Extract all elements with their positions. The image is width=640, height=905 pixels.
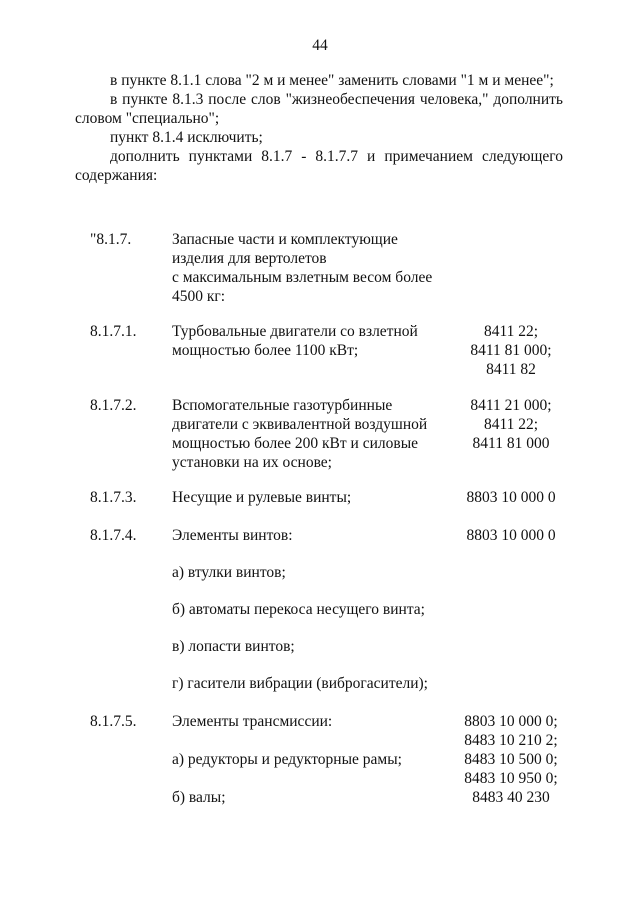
- entry-description: [172, 396, 427, 472]
- intro-block: [75, 71, 563, 185]
- sub-item: а) втулки винтов;: [172, 564, 286, 581]
- entry-code-line: 8803 10 000 0: [466, 527, 556, 544]
- entry-number: "8.1.7.: [90, 231, 132, 248]
- entry-code-line: 8483 40 230: [472, 789, 550, 806]
- sub-item: в) лопасти винтов;: [172, 638, 295, 655]
- page-number: 44: [312, 37, 328, 54]
- entry-description-line: Несущие и рулевые винты;: [172, 489, 352, 506]
- entry-description-line: Запасные части и комплектующие: [172, 231, 398, 248]
- entry-code: [452, 488, 570, 507]
- entry-number: 8.1.7.1.: [90, 323, 137, 340]
- entry-description: [172, 230, 432, 306]
- entry-code-line: 8411 22;: [483, 323, 539, 340]
- entry-description-line: а) редукторы и редукторные рамы;: [172, 751, 402, 768]
- intro-paragraph-4: дополнить пунктами 8.1.7 - 8.1.7.7 и примечанием следующего содержания:: [75, 148, 563, 184]
- entry-code-line: 8411 21 000;: [470, 397, 552, 414]
- entry-code: [452, 322, 570, 379]
- entry-code-line: 8803 10 000 0;: [464, 713, 558, 730]
- entry-code: [452, 526, 570, 545]
- entry-description-line: Вспомогательные газотурбинные: [172, 397, 393, 414]
- entry-description-line: установки на их основе;: [172, 454, 332, 471]
- intro-paragraph-1: в пункте 8.1.1 слова "2 м и менее" заменить словами "1 м и менее";: [110, 72, 554, 89]
- entry-code-line: 8483 10 950 0;: [464, 770, 558, 787]
- entry-description-line: изделия для вертолетов: [172, 250, 327, 267]
- entry-number: 8.1.7.5.: [90, 713, 137, 730]
- entry-description: [172, 712, 402, 807]
- entry-description-line: Элементы трансмиссии:: [172, 713, 333, 730]
- entry-code-line: 8483 10 500 0;: [464, 751, 558, 768]
- entry-description-line: [172, 769, 402, 788]
- entry-description-line: с максимальным взлетным весом более: [172, 269, 433, 286]
- entry-description-line: 4500 кг:: [172, 288, 226, 305]
- entry-description-line: б) валы;: [172, 789, 226, 806]
- entry-description-line: Турбовальные двигатели со взлетной: [172, 323, 418, 340]
- intro-paragraph-2: в пункте 8.1.3 после слов "жизнеобеспечения человека," дополнить словом "специально";: [75, 91, 563, 127]
- entry-description: [172, 488, 351, 507]
- entry-description-line: мощностью более 1100 кВт;: [172, 342, 359, 359]
- entry-code-line: 8411 81 000;: [470, 342, 552, 359]
- entry-number: 8.1.7.2.: [90, 397, 137, 414]
- entry-code: [452, 396, 570, 453]
- entry-number: 8.1.7.3.: [90, 489, 137, 506]
- entry-code: [452, 712, 570, 807]
- entry-description-line: [172, 731, 402, 750]
- entry-description: [172, 526, 293, 545]
- entry-number: 8.1.7.4.: [90, 527, 137, 544]
- sub-item: г) гасители вибрации (виброгасители);: [172, 675, 428, 692]
- entry-description: [172, 322, 418, 360]
- entry-description-line: мощностью более 200 кВт и силовые: [172, 435, 418, 452]
- sub-item: б) автоматы перекоса несущего винта;: [172, 601, 425, 618]
- entry-code-line: 8411 81 000: [472, 435, 550, 452]
- intro-paragraph-3: пункт 8.1.4 исключить;: [110, 129, 263, 146]
- entry-code-line: 8411 82: [486, 361, 536, 378]
- entry-description-line: Элементы винтов:: [172, 527, 293, 544]
- entry-code-line: 8803 10 000 0: [466, 489, 556, 506]
- entry-code-line: 8483 10 210 2;: [464, 732, 558, 749]
- entry-code-line: 8411 22;: [483, 416, 539, 433]
- entry-description-line: двигатели с эквивалентной воздушной: [172, 416, 428, 433]
